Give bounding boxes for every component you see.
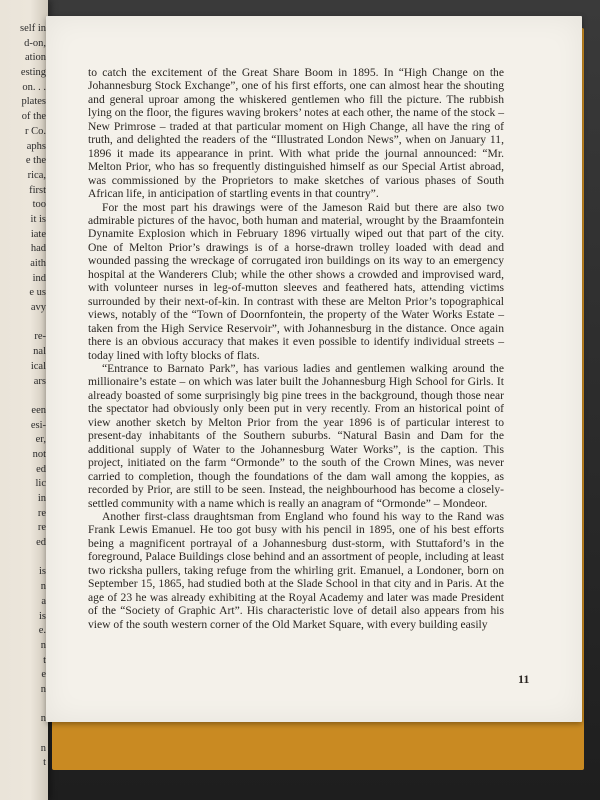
- facing-page-fragment: iate: [30, 228, 46, 240]
- facing-page-fragment: had: [30, 243, 46, 255]
- facing-page-fragment: ind: [32, 272, 46, 284]
- facing-page-text-fragments: [0, 22, 46, 771]
- facing-page-fragment: er,: [35, 434, 46, 446]
- facing-page-fragment: ed: [36, 537, 46, 549]
- facing-page-fragment: n: [40, 683, 46, 695]
- facing-page-fragment: [0, 316, 46, 331]
- page-number: 11: [518, 672, 530, 686]
- paragraph-2: For the most part his drawings were of the Jameson Raid but there are also two admirable pictures of the havoc, both human and material, wrought by the Braamfontein Dynamite Explosion which in February 1896 virtually wiped out that part of the city. One of Melton Prior’s drawings is of a horse-drawn trolley loaded with dead and wounded passing the wreckage of corrugated iron buildings on its way to an emergency hospital at the Wanderers Club; while the other shows a crowded and improvised ward, with volunteer nurses in leg-of-mutton sleeves and feathered hats, attending victims surrounded by their next-of-kin. In contrast with these are Melton Prior’s topographical views, notably of the “Town of Doornfontein, the property of the Water Works Estate – taken from the High Service Reservoir”, with Johannesburg in the distance. Once again there is an obvious accuracy that makes it even possible to identify individual streets – today lined with lofty blocks of flats.: [88, 200, 504, 362]
- facing-page-fragment: in: [37, 493, 46, 504]
- facing-page-fragment: re: [37, 507, 46, 519]
- facing-page-fragment: lic: [35, 478, 46, 490]
- facing-page-fragment: aith: [30, 258, 46, 269]
- facing-page-fragment: n: [40, 581, 46, 593]
- facing-page-fragment: ical: [30, 360, 46, 372]
- facing-page-fragment: plates: [21, 96, 46, 108]
- facing-page-fragment: ed: [36, 463, 46, 475]
- facing-page-fragment: e us: [29, 287, 46, 299]
- facing-page-fragment: a: [41, 595, 46, 607]
- facing-page-fragment: een: [31, 404, 46, 416]
- paragraph-4: Another first-class draughtsman from England who found his way to the Rand was Frank Lewis Emanuel. He too got busy with his pencil in 1895, one of his best efforts being a magnificent portrayal of a Johannesburg dust-storm, with Stuttaford’s in the foreground, Palace Buildings close behind and an assortment of people, including at least two ricksha pullers, taking refuge from the whirling grit. Emanuel, a Londoner, born on September 15, 1865, had studied both at the Slade School in that city and in Paris. At the age of 23 he was already exhibiting at the Royal Academy and later was made President of the “Society of Graphic Art”. His characteristic love of detail also appears from his view of the south western corner of the Old Market Square, with every building easily: [88, 509, 504, 631]
- facing-page-fragment: r Co.: [25, 125, 46, 137]
- facing-page-fragment: t: [43, 757, 46, 769]
- facing-page-fragment: on. . .: [22, 81, 46, 93]
- facing-page-edge: [0, 0, 48, 800]
- facing-page-fragment: e: [41, 669, 46, 681]
- facing-page-fragment: re-: [34, 331, 46, 343]
- facing-page-fragment: first: [29, 184, 46, 196]
- facing-page-fragment: of the: [21, 111, 46, 123]
- facing-page-fragment: avy: [30, 302, 46, 314]
- facing-page-fragment: [0, 727, 46, 742]
- facing-page-fragment: n: [40, 639, 46, 651]
- book-page: [46, 16, 582, 722]
- facing-page-fragment: n: [40, 742, 46, 754]
- facing-page-fragment: it is: [30, 213, 46, 225]
- facing-page-fragment: [0, 389, 46, 404]
- facing-page-fragment: not: [32, 448, 46, 460]
- facing-page-fragment: is: [38, 566, 46, 578]
- page-text: [88, 66, 504, 631]
- facing-page-fragment: [0, 551, 46, 566]
- facing-page-fragment: e.: [38, 625, 46, 637]
- facing-page-fragment: aphs: [26, 140, 46, 152]
- facing-page-fragment: re: [37, 522, 46, 534]
- facing-page-fragment: nal: [33, 346, 46, 358]
- facing-page-fragment: self in: [20, 23, 46, 34]
- facing-page-fragment: esi-: [30, 419, 46, 431]
- facing-page-fragment: ation: [25, 52, 46, 64]
- facing-page-fragment: t: [43, 654, 46, 666]
- facing-page-fragment: e the: [25, 155, 46, 167]
- facing-page-fragment: ars: [33, 375, 46, 387]
- paragraph-3: “Entrance to Barnato Park”, has various ladies and gentlemen walking around the millionaire’s estate – on which was later built the Johannesburg High School for Girls. It already boasted of some surprisingly big pine trees in the background, though those near the spectator had obviously only been put in very recently. From an historical point of view another sketch by Melton Prior from the year 1896 is of particular interest to present-day inhabitants of the Southern suburbs. “Natural Basin and Dam for the additional supply of Water to the Johannesburg Water Works”, is the caption. This project, initiated on the farm “Ormonde” to the south of the Crown Mines, was never carried to completion, though the foundations of the dam wall among the koppies, as recorded by Prior, are still to be seen. Instead, the neighbourhood has become a closely-settled community with a name which is really an anagram of “Ormonde” – Mondeor.: [88, 361, 504, 510]
- facing-page-fragment: rica,: [27, 169, 46, 181]
- facing-page-fragment: [0, 698, 46, 713]
- facing-page-fragment: esting: [20, 67, 46, 79]
- facing-page-fragment: n: [40, 713, 46, 725]
- paragraph-1: to catch the excitement of the Great Share Boom in 1895. In “High Change on the Johannesburg Stock Exchange”, one of his first efforts, one can almost hear the shouting and general uproar among the whiskered gentlemen who fill the picture. The rubbish lying on the floor, the figures waving brokers’ notes at each other, the name of the stock – New Primrose – traded at that particular moment on High Change, all have the ring of truth, and delighted the readers of the “Illustrated London News”, when on January 11, 1896 it made its appearance in print. With what pride the journal announced: “Mr. Melton Prior, who has so frequently distinguished himself as our Special Artist abroad, was commissioned by the Proprietors to make sketches of various phases of South African life, in anticipation of startling events in that country”.: [88, 66, 504, 201]
- facing-page-fragment: too: [32, 199, 46, 211]
- facing-page-fragment: d-on,: [24, 37, 46, 49]
- facing-page-fragment: is: [38, 610, 46, 622]
